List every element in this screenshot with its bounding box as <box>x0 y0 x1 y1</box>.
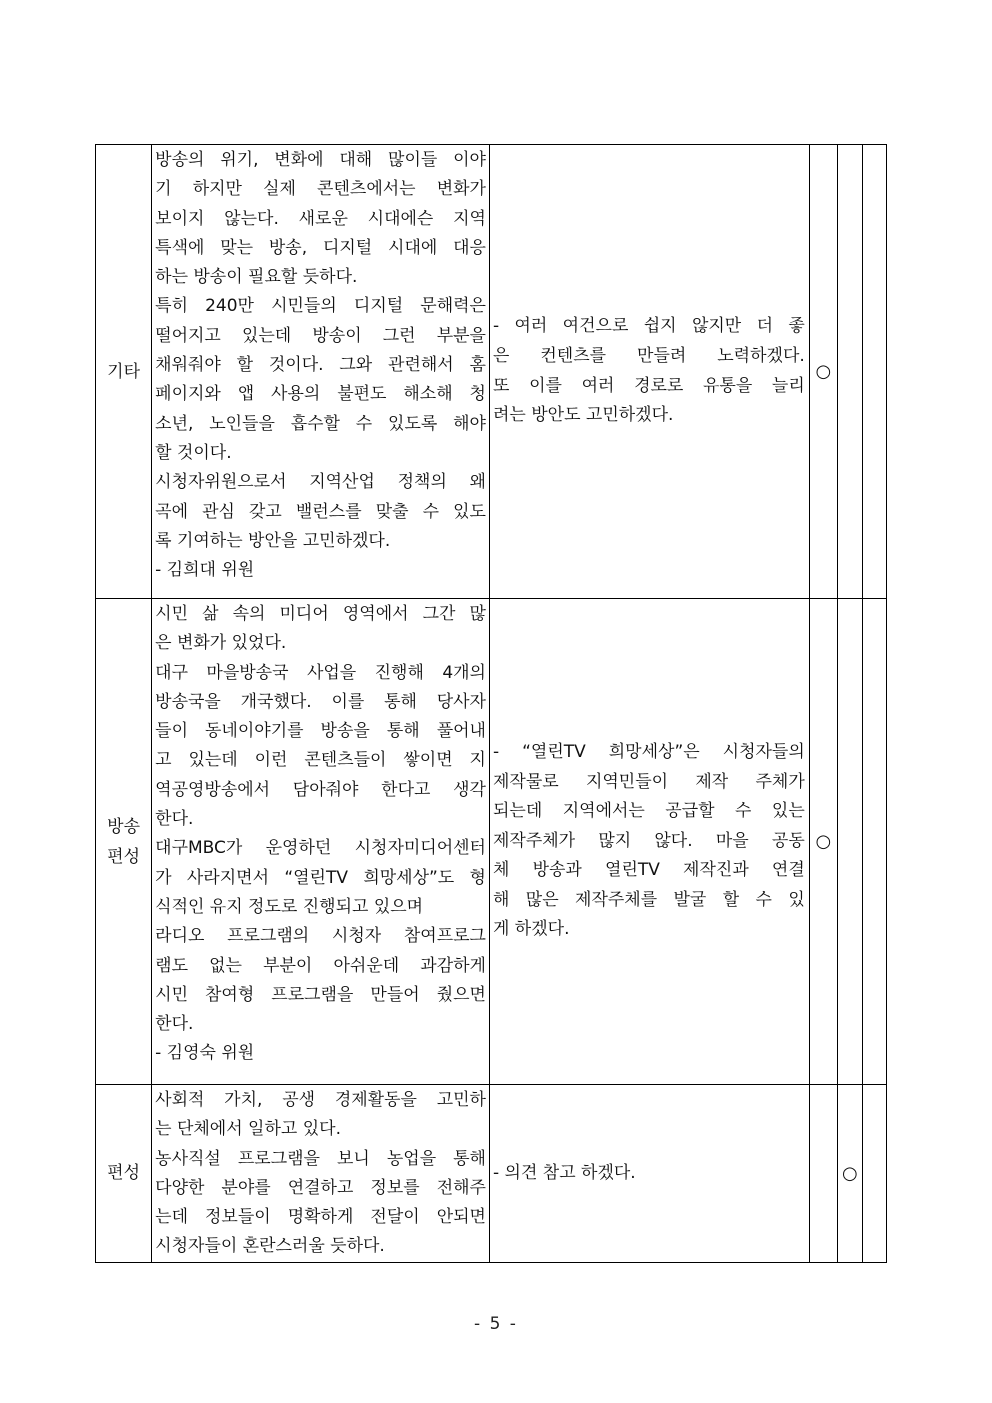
opinion-line: 할 것이다. <box>155 442 232 463</box>
opinion-cell <box>152 145 490 599</box>
table-row <box>96 599 887 1085</box>
response-line: 제작물로 지역민들이 제작 주체가 <box>492 771 805 792</box>
response-line: 또 이를 여러 경로로 유통을 늘리 <box>492 375 805 396</box>
opinion-line: 방송의 위기, 변화에 대해 많이들 이야 <box>155 150 486 170</box>
response-line: 되는데 지역에서는 공급할 수 있는 <box>492 801 805 822</box>
response-line: 해 많은 제작주체를 발굴 할 수 있 <box>492 889 805 910</box>
response-line: - “열린TV 희망세상”은 시청자들의 <box>492 741 805 762</box>
opinion-line: 대구 마을방송국 사업을 진행해 4개의 <box>155 662 486 683</box>
opinion-line: 특색에 맞는 방송, 디지털 시대에 대응 <box>155 237 486 258</box>
opinion-line: 라디오 프로그램의 시청자 참여프로그 <box>155 926 486 947</box>
status-mark-cell <box>809 1085 837 1263</box>
response-line: - 의견 참고 하겠다. <box>492 1162 636 1183</box>
status-mark-cell <box>837 1085 862 1263</box>
opinion-line: 소년, 노인들을 흡수할 수 있도록 해야 <box>155 413 486 434</box>
response-cell <box>489 599 809 1085</box>
opinion-line: 한다. <box>155 1014 194 1035</box>
status-mark-cell <box>862 1085 886 1263</box>
opinion-line: 시민 삶 속의 미디어 영역에서 그간 많 <box>155 604 486 624</box>
opinion-line: 들이 동네이야기를 방송을 통해 풀어내 <box>155 721 486 742</box>
response-line: 은 컨텐츠를 만들려 노력하겠다. <box>492 345 805 366</box>
opinion-line: 사회적 가치, 공생 경제활동을 고민하 <box>155 1090 486 1110</box>
opinion-line: 은 변화가 있었다. <box>155 633 287 654</box>
table-row <box>96 1085 887 1263</box>
category-label: 기타 <box>107 361 140 382</box>
circle-mark: ○ <box>815 361 832 382</box>
circle-mark: ○ <box>842 1162 858 1184</box>
status-mark-cell <box>809 599 837 1085</box>
status-mark-cell <box>862 599 886 1085</box>
committee-member-name: - 김영숙 위원 <box>155 1043 255 1064</box>
status-mark-cell <box>809 145 837 599</box>
committee-member-name: - 김희대 위원 <box>155 560 255 581</box>
opinion-line: 시청자위원으로서 지역산업 정책의 왜 <box>155 472 486 493</box>
opinion-line: 하는 방송이 필요할 듯하다. <box>155 267 358 288</box>
category-cell <box>96 1085 152 1263</box>
circle-mark: ○ <box>815 831 832 852</box>
opinion-line: 페이지와 앱 사용의 불편도 해소해 청 <box>155 384 486 405</box>
status-mark-cell <box>837 145 862 599</box>
page-number: - 5 - <box>474 1314 518 1334</box>
response-line: 려는 방안도 고민하겠다. <box>492 405 674 426</box>
opinion-line: 는데 정보들이 명확하게 전달이 안되면 <box>155 1207 486 1228</box>
opinion-line: 램도 없는 부분이 아쉬운데 과감하게 <box>155 955 486 976</box>
category-cell <box>96 145 152 599</box>
opinion-line: 역공영방송에서 담아줘야 한다고 생각 <box>155 779 486 800</box>
response-line: 제작주체가 많지 않다. 마을 공동 <box>492 830 805 851</box>
opinion-line: 한다. <box>155 809 194 830</box>
opinion-line: 특히 240만 시민들의 디지털 문해력은 <box>155 296 486 317</box>
opinion-line: 방송국을 개국했다. 이를 통해 당사자 <box>155 691 486 712</box>
response-line: 체 방송과 열린TV 제작진과 연결 <box>492 860 805 881</box>
opinion-line: 채워줘야 할 것이다. 그와 관련해서 홈 <box>155 355 486 376</box>
response-cell <box>489 1085 809 1263</box>
response-line: - 여러 여건으로 쉽지 않지만 더 좋 <box>492 316 805 337</box>
opinion-line: 고 있는데 이런 콘텐츠들이 쌓이면 지 <box>155 750 486 771</box>
opinion-line: 록 기여하는 방안을 고민하겠다. <box>155 530 391 551</box>
opinion-line: 는 단체에서 일하고 있다. <box>155 1119 341 1140</box>
minutes-table <box>95 144 887 1263</box>
response-line: 게 하겠다. <box>492 919 570 940</box>
opinion-line: 기 하지만 실제 콘텐츠에서는 변화가 <box>155 179 486 200</box>
opinion-cell <box>152 1085 490 1263</box>
category-label: 방송 <box>107 816 140 837</box>
opinion-line: 가 사라지면서 “열린TV 희망세상”도 형 <box>155 867 486 888</box>
opinion-line: 다양한 분야를 연결하고 정보를 전해주 <box>155 1177 486 1198</box>
opinion-line: 시청자들이 혼란스러울 듯하다. <box>155 1236 385 1257</box>
response-cell <box>489 145 809 599</box>
category-cell <box>96 599 152 1085</box>
opinion-line: 떨어지고 있는데 방송이 그런 부분을 <box>155 325 486 346</box>
status-mark-cell <box>837 599 862 1085</box>
category-label: 편성 <box>107 1163 140 1184</box>
opinion-cell <box>152 599 490 1085</box>
category-label: 편성 <box>107 846 140 867</box>
opinion-line: 식적인 유지 정도로 진행되고 있으며 <box>155 896 424 917</box>
opinion-line: 대구MBC가 운영하던 시청자미디어센터 <box>155 838 486 859</box>
opinion-line: 농사직설 프로그램을 보니 농업을 통해 <box>155 1148 486 1169</box>
status-mark-cell <box>862 145 886 599</box>
opinion-line: 보이지 않는다. 새로운 시대에슨 지역 <box>155 208 486 229</box>
opinion-line: 곡에 관심 갖고 밸런스를 맞출 수 있도 <box>155 501 486 522</box>
table-row <box>96 145 887 599</box>
opinion-line: 시민 참여형 프로그램을 만들어 줬으면 <box>155 984 486 1005</box>
